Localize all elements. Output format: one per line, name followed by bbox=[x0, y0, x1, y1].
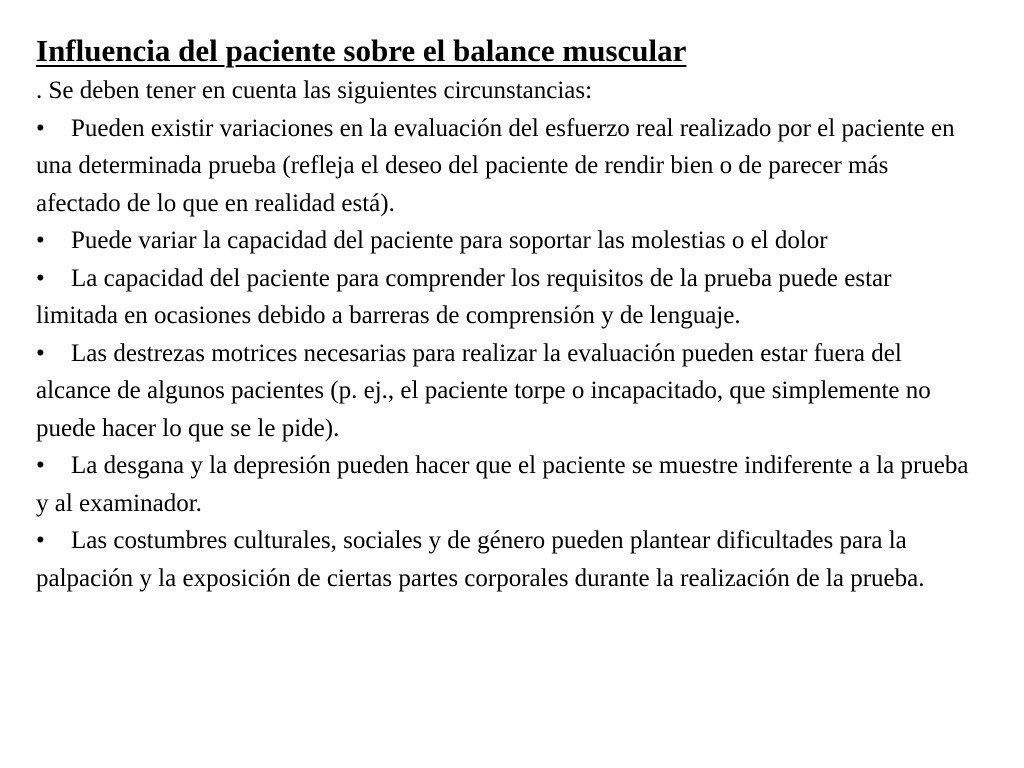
bullet-icon: • bbox=[36, 114, 45, 142]
bullet-item bbox=[36, 222, 976, 260]
bullet-icon: • bbox=[36, 339, 45, 367]
bullet-item bbox=[36, 260, 976, 335]
bullet-icon: • bbox=[36, 264, 45, 292]
bullet-item bbox=[36, 522, 976, 597]
bullet-icon: • bbox=[36, 227, 45, 254]
slide-title: Influencia del paciente sobre el balance muscular bbox=[36, 33, 687, 68]
bullet-text: Pueden existir variaciones en la evaluación del esfuerzo real realizado por el paciente en una determinada prueba (refleja el deseo del paciente de rendir bien o de parecer más afectado de lo que en realidad está). bbox=[36, 114, 955, 217]
bullet-list bbox=[36, 110, 976, 598]
bullet-item bbox=[36, 447, 976, 522]
slide-content bbox=[36, 30, 976, 597]
bullet-text: Las destrezas motrices necesarias para realizar la evaluación pueden estar fuera del alcance de algunos pacientes (p. ej., el paciente torpe o incapacitado, que simplemente no puede hacer lo que se le pide). bbox=[36, 339, 931, 442]
bullet-text: La desgana y la depresión pueden hacer que el paciente se muestre indiferente a la prueba y al examinador. bbox=[36, 452, 969, 517]
bullet-text: La capacidad del paciente para comprender los requisitos de la prueba puede estar limitada en ocasiones debido a barreras de comprensión y de lenguaje. bbox=[36, 264, 892, 329]
bullet-text: Las costumbres culturales, sociales y de género pueden plantear dificultades para la palpación y la exposición de ciertas partes corporales durante la realización de la prueba. bbox=[36, 527, 925, 592]
bullet-icon: • bbox=[36, 527, 45, 554]
bullet-item bbox=[36, 110, 976, 223]
bullet-item bbox=[36, 335, 976, 448]
bullet-text: Puede variar la capacidad del paciente para soportar las molestias o el dolor bbox=[71, 227, 828, 254]
bullet-icon: • bbox=[36, 452, 45, 479]
intro-text: . Se deben tener en cuenta las siguientes circunstancias: bbox=[36, 77, 593, 104]
